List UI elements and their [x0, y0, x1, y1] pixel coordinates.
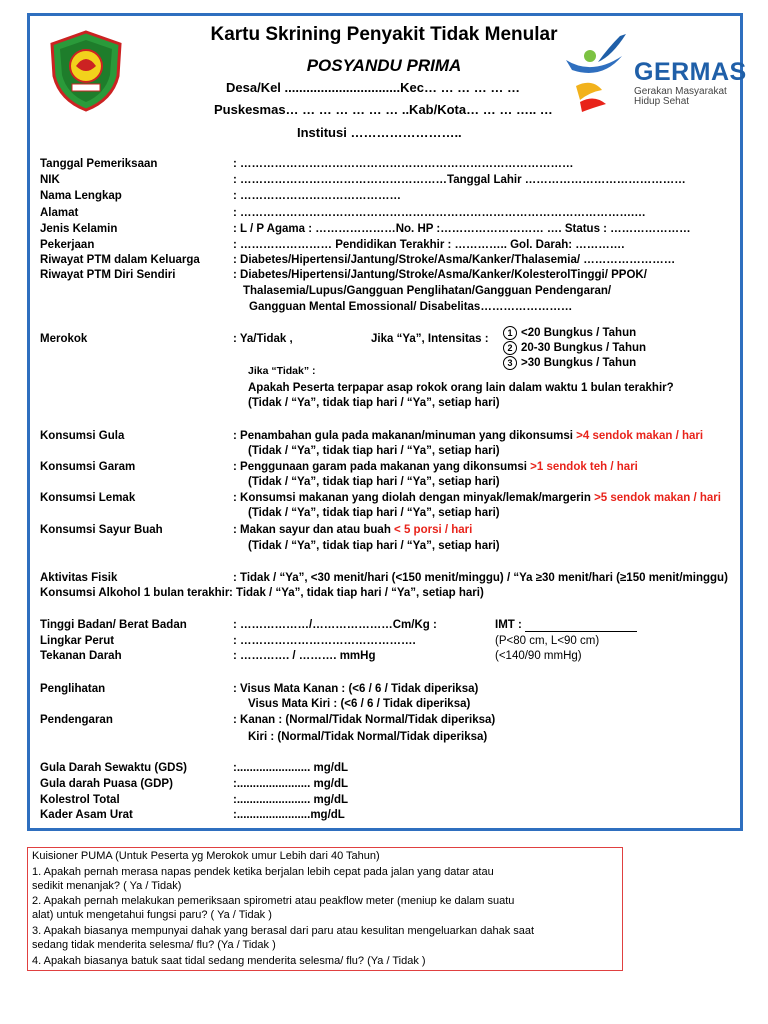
- pendengaran-label: Pendengaran: [40, 714, 113, 726]
- tekanan-darah-note: (<140/90 mmHg): [495, 650, 582, 662]
- konsumsi-lemak-answer[interactable]: (Tidak / “Ya”, tidak tiap hari / “Ya”, setiap hari): [248, 507, 500, 519]
- jenis-kelamin-label: Jenis Kelamin: [40, 223, 118, 235]
- tekanan-darah-field[interactable]: : …………. / ………. mmHg: [233, 650, 376, 662]
- riwayat-diri-cont-1[interactable]: Thalasemia/Lupus/Gangguan Penglihatan/Gangguan Pendengaran/: [243, 285, 612, 297]
- germas-brand-text: GERMAS: [634, 58, 747, 86]
- intensitas-option-1[interactable]: [503, 326, 636, 340]
- visus-kanan-field[interactable]: : Visus Mata Kanan : (<6 / 6 / Tidak diperiksa): [233, 683, 479, 695]
- nik-label: NIK: [40, 174, 60, 186]
- riwayat-keluarga-field[interactable]: : Diabetes/Hipertensi/Jantung/Stroke/Asma/Kanker/Thalasemia/ ……………………: [233, 254, 676, 266]
- pekerjaan-field[interactable]: : …………………… Pendidikan Terakhir : ………….. Gol. Darah: ………….: [233, 239, 625, 251]
- asap-rokok-question: Apakah Peserta terpapar asap rokok orang lain dalam waktu 1 bulan terakhir?: [248, 382, 674, 394]
- merokok-jika-ya: Jika “Ya”, Intensitas :: [371, 333, 489, 345]
- kolesterol-field[interactable]: :....................... mg/dL: [233, 794, 349, 806]
- penglihatan-label: Penglihatan: [40, 683, 106, 695]
- lingkar-perut-label: Lingkar Perut: [40, 635, 115, 647]
- konsumsi-gula-label: Konsumsi Gula: [40, 430, 125, 442]
- puma-q1: 1. Apakah pernah merasa napas pendek ketika berjalan lebih cepat pada jalan yang datar atau: [32, 866, 494, 878]
- riwayat-keluarga-label: Riwayat PTM dalam Keluarga: [40, 254, 200, 266]
- intensitas-option-3[interactable]: [503, 356, 636, 370]
- konsumsi-gula-field[interactable]: [233, 429, 703, 443]
- konsumsi-text: : Penambahan gula pada makanan/minuman yang dikonsumsi: [233, 430, 577, 442]
- imt-field[interactable]: [495, 618, 637, 632]
- nik-tanggal-lahir-field[interactable]: : ………………………………………………Tanggal Lahir ……………………………………: [233, 174, 686, 186]
- imt-input-line[interactable]: [525, 620, 637, 632]
- institusi-field[interactable]: Institusi ……………………..: [297, 125, 462, 140]
- riwayat-diri-cont-2[interactable]: Gangguan Mental Emossional/ Disabelitas……………………: [249, 301, 573, 313]
- posyandu-name: POSYANDU PRIMA: [306, 56, 462, 75]
- konsumsi-sayur-label: Konsumsi Sayur Buah: [40, 524, 163, 536]
- option-text: 20-30 Bungkus / Tahun: [521, 342, 647, 355]
- gds-field[interactable]: :....................... mg/dL: [233, 762, 349, 774]
- card-title: Kartu Skrining Penyakit Tidak Menular: [210, 24, 558, 45]
- gds-label: Gula Darah Sewaktu (GDS): [40, 762, 187, 774]
- lingkar-perut-note: (P<80 cm, L<90 cm): [495, 635, 600, 647]
- alamat-field[interactable]: : ………………………………………………………………………………………….…: [233, 207, 646, 219]
- puma-q1-answer[interactable]: sedikit menanjak? ( Ya / Tidak): [32, 880, 182, 892]
- option-number-icon: 1: [503, 326, 517, 340]
- pendengaran-kiri-field[interactable]: Kiri : (Normal/Tidak Normal/Tidak diperiksa): [248, 731, 488, 743]
- option-text: >30 Bungkus / Tahun: [521, 357, 637, 370]
- merokok-field[interactable]: : Ya/Tidak ,: [233, 333, 293, 345]
- konsumsi-sayur-field[interactable]: [233, 523, 472, 537]
- aktivitas-fisik-field[interactable]: : Tidak / “Ya”, <30 menit/hari (<150 menit/minggu) / “Ya ≥30 menit/hari (≥150 menit/minggu): [233, 572, 728, 584]
- riwayat-diri-field[interactable]: : Diabetes/Hipertensi/Jantung/Stroke/Asma/Kanker/KolesterolTinggi/ PPOK/: [233, 269, 647, 281]
- asap-rokok-answer[interactable]: (Tidak / “Ya”, tidak tiap hari / “Ya”, setiap hari): [248, 397, 500, 409]
- puma-q3: 3. Apakah biasanya mempunyai dahak yang berasal dari paru atau kesulitan mengeluarkan dahak saat: [32, 925, 535, 937]
- merokok-label: Merokok: [40, 333, 88, 345]
- konsumsi-text: : Penggunaan garam pada makanan yang dikonsumsi: [233, 461, 531, 473]
- puma-q2: 2. Apakah pernah melakukan pemeriksaan spirometri atau peakflow meter (meniup ke dalam suatu: [32, 895, 515, 907]
- alkohol-label: Konsumsi Alkohol 1 bulan terakhir: [40, 587, 230, 599]
- alkohol-field[interactable]: : Tidak / “Ya”, tidak tiap hari / “Ya”, setiap hari): [229, 587, 484, 599]
- lingkar-perut-field[interactable]: : ……………………………………….: [233, 635, 416, 647]
- nama-label: Nama Lengkap: [40, 190, 122, 202]
- option-text: <20 Bungkus / Tahun: [521, 327, 637, 340]
- puma-q4[interactable]: 4. Apakah biasanya batuk saat tidal sedang menderita selesma/ flu? (Ya / Tidak ): [32, 955, 426, 967]
- nama-field[interactable]: : ……………………………………: [233, 190, 402, 202]
- asam-urat-label: Kader Asam Urat: [40, 809, 133, 821]
- imt-label: IMT :: [495, 619, 522, 631]
- pekerjaan-label: Pekerjaan: [40, 239, 95, 251]
- puma-q2-answer[interactable]: alat) untuk mengetahui fungsi paru? ( Ya / Tidak ): [32, 909, 272, 921]
- pendengaran-kanan-field[interactable]: : Kanan : (Normal/Tidak Normal/Tidak diperiksa): [233, 714, 496, 726]
- konsumsi-text: : Konsumsi makanan yang diolah dengan minyak/lemak/margerin: [233, 492, 595, 504]
- konsumsi-lemak-label: Konsumsi Lemak: [40, 492, 136, 504]
- jenis-kelamin-field[interactable]: : L / P Agama : …………………No. HP :……………………… …. Status : …………………: [233, 223, 691, 235]
- puskesmas-kabkota-field[interactable]: Puskesmas… … … … … … … ..Kab/Kota… … … ….. …: [214, 102, 553, 117]
- tanggal-pemeriksaan-field[interactable]: : ……………………………………………………………………………: [233, 158, 574, 170]
- konsumsi-limit: >5 sendok makan / hari: [594, 492, 721, 504]
- riwayat-diri-label: Riwayat PTM Diri Sendiri: [40, 269, 176, 281]
- puma-title: Kuisioner PUMA (Untuk Peserta yg Merokok umur Lebih dari 40 Tahun): [32, 850, 380, 862]
- konsumsi-text: : Makan sayur dan atau buah: [233, 524, 395, 536]
- konsumsi-limit: < 5 porsi / hari: [394, 524, 473, 536]
- konsumsi-garam-label: Konsumsi Garam: [40, 461, 136, 473]
- gdp-label: Gula darah Puasa (GDP): [40, 778, 173, 790]
- konsumsi-limit: >1 sendok teh / hari: [530, 461, 638, 473]
- tanggal-pemeriksaan-label: Tanggal Pemeriksaan: [40, 158, 158, 170]
- konsumsi-gula-answer[interactable]: (Tidak / “Ya”, tidak tiap hari / “Ya”, setiap hari): [248, 445, 500, 457]
- germas-tagline: Gerakan Masyarakat Hidup Sehat: [634, 86, 727, 107]
- tinggi-berat-label: Tinggi Badan/ Berat Badan: [40, 619, 187, 631]
- konsumsi-limit: >4 sendok makan / hari: [576, 430, 704, 442]
- kolesterol-label: Kolestrol Total: [40, 794, 120, 806]
- option-number-icon: 2: [503, 341, 517, 355]
- puma-q3-answer[interactable]: sedang tidak menderita selesma/ flu? (Ya / Tidak ): [32, 939, 276, 951]
- aktivitas-fisik-label: Aktivitas Fisik: [40, 572, 118, 584]
- intensitas-option-2[interactable]: [503, 341, 646, 355]
- konsumsi-garam-answer[interactable]: (Tidak / “Ya”, tidak tiap hari / “Ya”, setiap hari): [248, 476, 500, 488]
- konsumsi-lemak-field[interactable]: [233, 491, 721, 505]
- option-number-icon: 3: [503, 356, 517, 370]
- desa-kec-field[interactable]: Desa/Kel ................................Kec… … … … … …: [226, 80, 521, 95]
- asam-urat-field[interactable]: :.......................mg/dL: [233, 809, 345, 821]
- konsumsi-sayur-answer[interactable]: (Tidak / “Ya”, tidak tiap hari / “Ya”, setiap hari): [248, 540, 500, 552]
- tinggi-berat-field[interactable]: : ………………/…………………Cm/Kg :: [233, 619, 437, 631]
- tekanan-darah-label: Tekanan Darah: [40, 650, 122, 662]
- alamat-label: Alamat: [40, 207, 79, 219]
- konsumsi-garam-field[interactable]: [233, 460, 638, 474]
- merokok-jika-tidak: Jika “Tidak” :: [248, 365, 316, 377]
- visus-kiri-field[interactable]: Visus Mata Kiri : (<6 / 6 / Tidak diperiksa): [248, 698, 471, 710]
- gdp-field[interactable]: :....................... mg/dL: [233, 778, 349, 790]
